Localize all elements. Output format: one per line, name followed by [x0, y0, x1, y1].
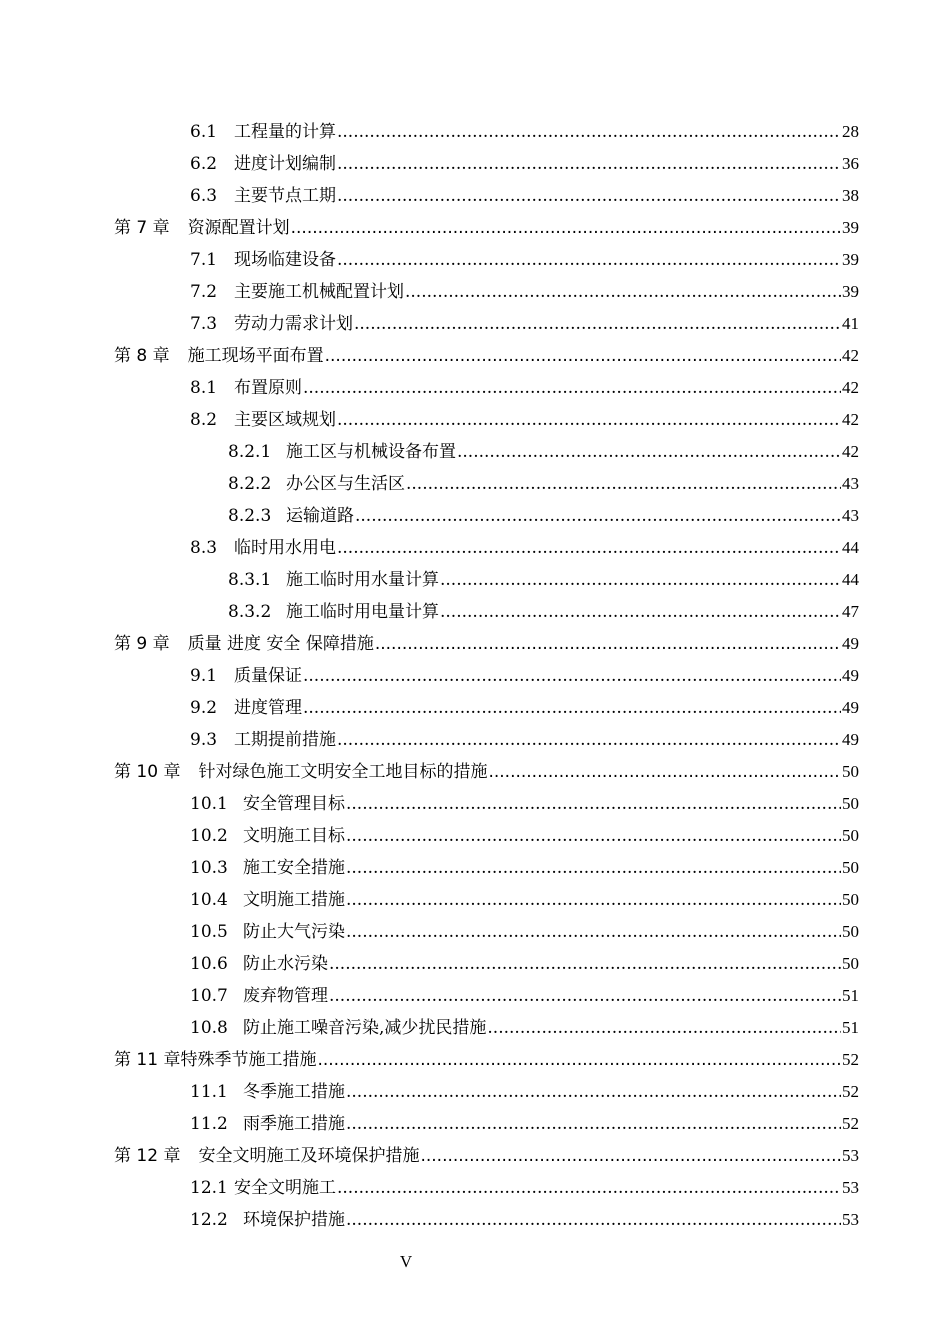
toc-entry-title: 施工区与机械设备布置	[286, 442, 456, 462]
toc-section-entry[interactable]	[0, 916, 950, 948]
toc-entry-number: 第 12 章	[114, 1146, 181, 1166]
toc-entry-number: 8.3.2	[228, 602, 272, 622]
toc-section-entry[interactable]	[0, 148, 950, 180]
toc-section-entry[interactable]	[0, 244, 950, 276]
toc-entry-title: 施工临时用电量计算	[286, 602, 439, 622]
toc-entry-number: 9.3	[190, 730, 218, 750]
toc-chapter-entry[interactable]	[0, 1140, 950, 1172]
toc-entry-number: 10.1	[190, 794, 228, 814]
toc-dot-leader	[488, 756, 841, 788]
toc-dot-leader	[440, 596, 841, 628]
toc-page-number: 42	[842, 442, 859, 461]
toc-page-number: 50	[842, 762, 859, 781]
toc-section-entry[interactable]	[0, 308, 950, 340]
toc-entry-number: 8.2.1	[228, 442, 272, 462]
toc-dot-leader	[346, 884, 841, 916]
toc-chapter-entry[interactable]	[0, 1044, 950, 1076]
toc-entry-title: 质量保证	[234, 666, 302, 686]
toc-section-entry[interactable]	[0, 1204, 950, 1236]
toc-dot-leader	[337, 116, 841, 148]
toc-page-number: 53	[842, 1146, 859, 1165]
toc-entry-title: 施工安全措施	[243, 858, 345, 878]
toc-page-number: 53	[842, 1210, 859, 1229]
toc-section-entry[interactable]	[0, 852, 950, 884]
toc-page-number: 39	[842, 218, 859, 237]
toc-section-entry[interactable]	[0, 404, 950, 436]
toc-entry-title: 安全管理目标	[243, 794, 345, 814]
page-number-footer: V	[399, 1252, 413, 1271]
toc-dot-leader	[355, 500, 841, 532]
toc-section-entry[interactable]	[0, 948, 950, 980]
toc-entry-number: 8.2	[190, 410, 218, 430]
toc-page-number: 44	[842, 570, 859, 589]
toc-page-number: 50	[842, 794, 859, 813]
toc-entry-title: 劳动力需求计划	[234, 314, 353, 334]
toc-dot-leader	[303, 660, 841, 692]
toc-entry-number: 8.2.3	[228, 506, 272, 526]
toc-dot-leader	[457, 436, 841, 468]
toc-section-entry[interactable]	[0, 724, 950, 756]
toc-entry-title: 进度计划编制	[234, 154, 336, 174]
toc-dot-leader	[346, 1108, 841, 1140]
toc-entry-title: 施工临时用水量计算	[286, 570, 439, 590]
toc-section-entry[interactable]	[0, 1172, 950, 1204]
toc-entry-title: 临时用水用电	[234, 538, 336, 558]
toc-entry-title: 工程量的计算	[234, 122, 336, 142]
toc-dot-leader	[405, 276, 841, 308]
toc-dot-leader	[346, 852, 841, 884]
toc-entry-number: 8.3.1	[228, 570, 272, 590]
toc-section-entry[interactable]	[0, 116, 950, 148]
toc-dot-leader	[337, 244, 841, 276]
toc-section-entry[interactable]	[0, 1076, 950, 1108]
toc-page-number: 51	[842, 1018, 859, 1037]
toc-page-number: 36	[842, 154, 859, 173]
toc-entry-number: 8.2.2	[228, 474, 272, 494]
toc-entry-number: 第 11 章	[114, 1050, 181, 1070]
toc-dot-leader	[346, 1076, 841, 1108]
toc-entry-number: 10.5	[190, 922, 228, 942]
toc-entry-number: 11.2	[190, 1114, 228, 1134]
toc-page-number: 43	[842, 474, 859, 493]
toc-entry-title: 防止施工噪音污染,减少扰民措施	[243, 1018, 487, 1038]
toc-chapter-entry[interactable]	[0, 756, 950, 788]
toc-entry-title: 进度管理	[234, 698, 302, 718]
toc-dot-leader	[337, 724, 841, 756]
toc-entry-title: 安全文明施工及环境保护措施	[198, 1146, 420, 1166]
toc-dot-leader	[406, 468, 841, 500]
toc-dot-leader	[329, 980, 841, 1012]
toc-entry-title: 文明施工目标	[243, 826, 345, 846]
toc-page-number: 38	[842, 186, 859, 205]
toc-dot-leader	[440, 564, 841, 596]
toc-section-entry[interactable]	[0, 276, 950, 308]
toc-page-number: 42	[842, 378, 859, 397]
toc-entry-title: 针对绿色施工文明安全工地目标的措施	[198, 762, 488, 782]
toc-section-entry[interactable]	[0, 884, 950, 916]
toc-dot-leader	[337, 532, 841, 564]
toc-entry-title: 办公区与生活区	[286, 474, 405, 494]
toc-entry-number: 7.2	[190, 282, 218, 302]
toc-section-entry[interactable]	[0, 1012, 950, 1044]
toc-entry-number: 10.4	[190, 890, 228, 910]
toc-entry-title: 现场临建设备	[234, 250, 336, 270]
toc-entry-number: 6.2	[190, 154, 218, 174]
toc-entry-title: 特殊季节施工措施	[180, 1050, 317, 1070]
toc-page-number: 50	[842, 922, 859, 941]
toc-page-number: 49	[842, 698, 859, 717]
toc-page-number: 50	[842, 826, 859, 845]
toc-entry-number: 第 10 章	[114, 762, 181, 782]
toc-entry-number: 10.6	[190, 954, 228, 974]
toc-entry-number: 第 7 章	[114, 218, 170, 238]
toc-subsection-entry[interactable]	[0, 596, 950, 628]
toc-section-entry[interactable]	[0, 692, 950, 724]
toc-entry-title: 质量 进度 安全 保障措施	[187, 634, 374, 654]
toc-entry-title: 防止大气污染	[243, 922, 345, 942]
toc-dot-leader	[375, 628, 841, 660]
toc-dot-leader	[346, 788, 841, 820]
toc-page-number: 51	[842, 986, 859, 1005]
toc-entry-title: 文明施工措施	[243, 890, 345, 910]
toc-dot-leader	[325, 340, 841, 372]
toc-page-number: 49	[842, 730, 859, 749]
toc-section-entry[interactable]	[0, 788, 950, 820]
toc-entry-number: 10.7	[190, 986, 228, 1006]
toc-entry-number: 6.1	[190, 122, 218, 142]
toc-page-number: 50	[842, 954, 859, 973]
toc-section-entry[interactable]	[0, 660, 950, 692]
toc-entry-title: 主要施工机械配置计划	[234, 282, 404, 302]
toc-entry-number: 9.2	[190, 698, 218, 718]
toc-dot-leader	[303, 372, 841, 404]
toc-page-number: 43	[842, 506, 859, 525]
toc-page-number: 50	[842, 858, 859, 877]
toc-entry-number: 8.1	[190, 378, 218, 398]
toc-entry-number: 11.1	[190, 1082, 228, 1102]
toc-page-number: 41	[842, 314, 859, 333]
toc-chapter-entry[interactable]	[0, 628, 950, 660]
toc-subsection-entry[interactable]	[0, 500, 950, 532]
toc-dot-leader	[337, 404, 841, 436]
toc-entry-number: 9.1	[190, 666, 218, 686]
toc-entry-title: 废弃物管理	[243, 986, 328, 1006]
toc-page-number: 44	[842, 538, 859, 557]
toc-entry-number: 7.3	[190, 314, 218, 334]
toc-chapter-entry[interactable]	[0, 340, 950, 372]
toc-page-number: 53	[842, 1178, 859, 1197]
toc-entry-title: 安全文明施工	[234, 1178, 336, 1198]
toc-entry-number: 12.1	[190, 1178, 228, 1198]
toc-page-number: 28	[842, 122, 859, 141]
toc-page-number: 50	[842, 890, 859, 909]
toc-page-number: 52	[842, 1082, 859, 1101]
toc-dot-leader	[346, 1204, 841, 1236]
toc-dot-leader	[291, 212, 841, 244]
toc-section-entry[interactable]	[0, 980, 950, 1012]
table-of-contents	[0, 116, 950, 1236]
toc-dot-leader	[337, 148, 841, 180]
toc-entry-title: 防止水污染	[243, 954, 328, 974]
toc-entry-number: 10.2	[190, 826, 228, 846]
toc-chapter-entry[interactable]	[0, 212, 950, 244]
toc-dot-leader	[346, 820, 841, 852]
toc-dot-leader	[346, 916, 841, 948]
toc-entry-title: 环境保护措施	[243, 1210, 345, 1230]
toc-entry-number: 12.2	[190, 1210, 228, 1230]
toc-page-number: 42	[842, 346, 859, 365]
toc-page-number: 39	[842, 250, 859, 269]
toc-dot-leader	[303, 692, 841, 724]
toc-entry-number: 10.3	[190, 858, 228, 878]
toc-entry-title: 冬季施工措施	[243, 1082, 345, 1102]
toc-entry-number: 6.3	[190, 186, 218, 206]
toc-entry-title: 运输道路	[286, 506, 354, 526]
toc-entry-title: 工期提前措施	[234, 730, 336, 750]
toc-subsection-entry[interactable]	[0, 564, 950, 596]
toc-page-number: 52	[842, 1114, 859, 1133]
toc-section-entry[interactable]	[0, 820, 950, 852]
toc-dot-leader	[487, 1012, 841, 1044]
toc-entry-number: 10.8	[190, 1018, 228, 1038]
toc-page-number: 52	[842, 1050, 859, 1069]
toc-entry-number: 第 8 章	[114, 346, 170, 366]
toc-dot-leader	[337, 180, 841, 212]
toc-entry-title: 主要节点工期	[234, 186, 336, 206]
toc-entry-title: 雨季施工措施	[243, 1114, 345, 1134]
toc-entry-title: 布置原则	[234, 378, 302, 398]
toc-page-number: 49	[842, 634, 859, 653]
toc-entry-number: 8.3	[190, 538, 218, 558]
toc-dot-leader	[420, 1140, 841, 1172]
toc-dot-leader	[329, 948, 841, 980]
toc-dot-leader	[354, 308, 841, 340]
toc-entry-title: 资源配置计划	[187, 218, 290, 238]
toc-page-number: 42	[842, 410, 859, 429]
toc-section-entry[interactable]	[0, 180, 950, 212]
toc-subsection-entry[interactable]	[0, 468, 950, 500]
toc-dot-leader	[317, 1044, 841, 1076]
toc-page-number: 39	[842, 282, 859, 301]
toc-entry-number: 第 9 章	[114, 634, 170, 654]
toc-entry-title: 施工现场平面布置	[187, 346, 324, 366]
toc-subsection-entry[interactable]	[0, 436, 950, 468]
toc-page-number: 49	[842, 666, 859, 685]
toc-page-number: 47	[842, 602, 859, 621]
toc-section-entry[interactable]	[0, 372, 950, 404]
toc-dot-leader	[337, 1172, 841, 1204]
toc-entry-title: 主要区域规划	[234, 410, 336, 430]
toc-entry-number: 7.1	[190, 250, 218, 270]
toc-section-entry[interactable]	[0, 1108, 950, 1140]
toc-section-entry[interactable]	[0, 532, 950, 564]
